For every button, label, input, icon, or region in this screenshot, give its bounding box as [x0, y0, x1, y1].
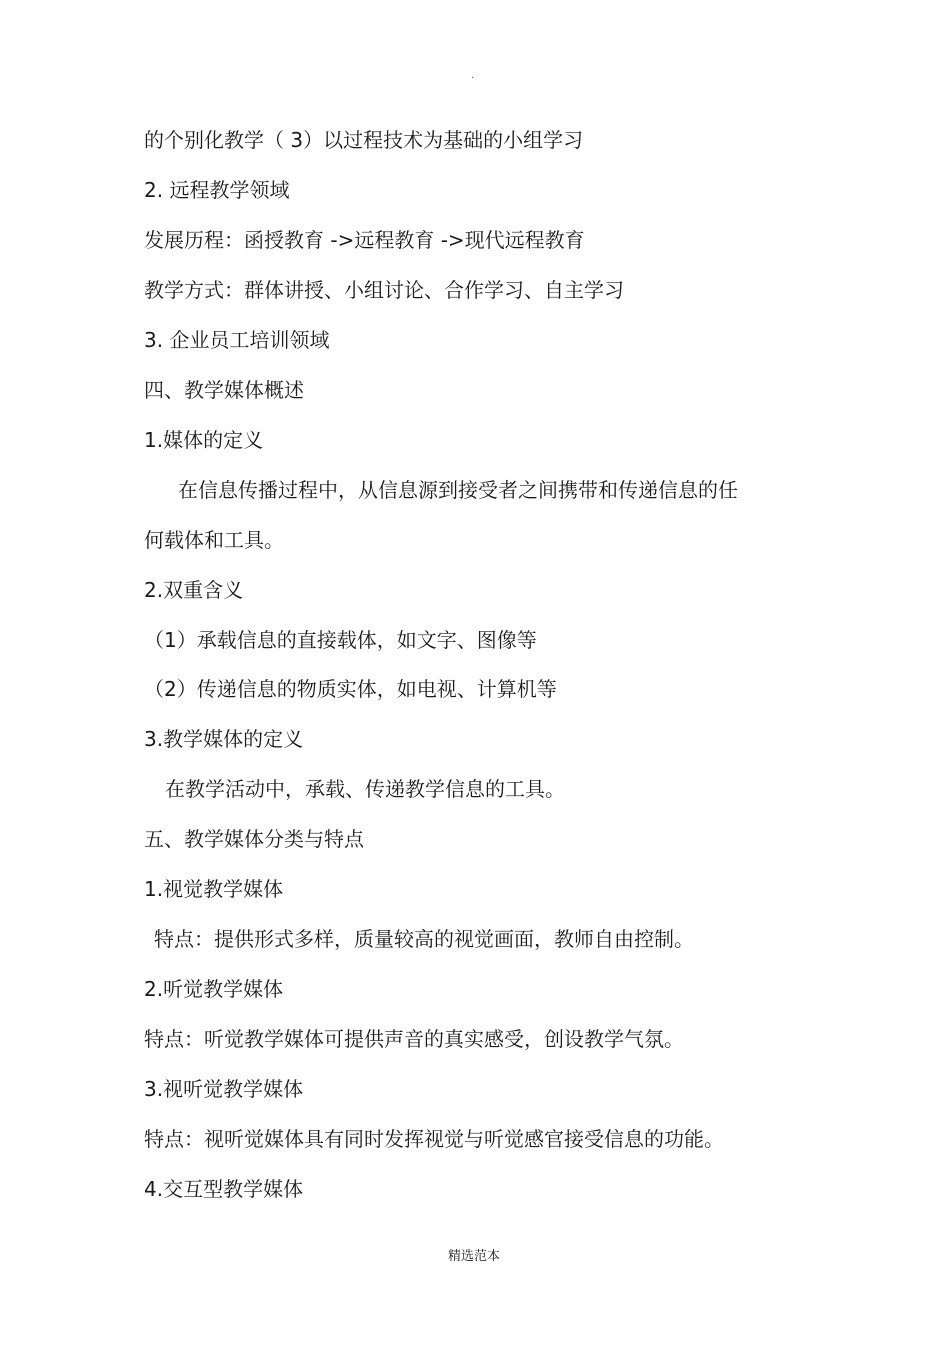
section-heading: 2. 远程教学领域 [144, 178, 290, 202]
chapter-heading: 四、教学媒体概述 [144, 378, 304, 402]
text-line: 的个别化教学（ 3）以过程技术为基础的小组学习 [144, 128, 584, 152]
paragraph-line: 特点：提供形式多样，质量较高的视觉画面，教师自由控制。 [154, 927, 694, 951]
paragraph-line: 在教学活动中，承载、传递教学信息的工具。 [165, 777, 565, 801]
section-heading: 4.交互型教学媒体 [144, 1177, 304, 1201]
section-heading: 1.视觉教学媒体 [144, 877, 284, 901]
text-line: 发展历程：函授教育 ->远程教育 ->现代远程教育 [144, 228, 585, 252]
paragraph-line: 在信息传播过程中，从信息源到接受者之间携带和传递信息的任 [178, 478, 738, 502]
section-heading: 3. 企业员工培训领域 [144, 328, 330, 352]
page-footer: 精选范本 [448, 1249, 501, 1264]
top-mark: . [471, 70, 475, 81]
section-heading: 3.教学媒体的定义 [144, 727, 304, 751]
paragraph-line: 特点：听觉教学媒体可提供声音的真实感受，创设教学气氛。 [144, 1027, 684, 1051]
paragraph-line: 特点：视听觉媒体具有同时发挥视觉与听觉感官接受信息的功能。 [144, 1127, 724, 1151]
list-item: （1）承载信息的直接载体，如文字、图像等 [144, 628, 537, 652]
paragraph-line: 何载体和工具。 [144, 528, 284, 552]
section-heading: 2.双重含义 [144, 578, 244, 602]
section-heading: 2.听觉教学媒体 [144, 977, 284, 1001]
list-item: （2）传递信息的物质实体，如电视、计算机等 [144, 677, 557, 701]
chapter-heading: 五、教学媒体分类与特点 [144, 827, 364, 851]
text-line: 教学方式：群体讲授、小组讨论、合作学习、自主学习 [144, 278, 624, 302]
section-heading: 1.媒体的定义 [144, 428, 264, 452]
section-heading: 3.视听觉教学媒体 [144, 1077, 304, 1101]
